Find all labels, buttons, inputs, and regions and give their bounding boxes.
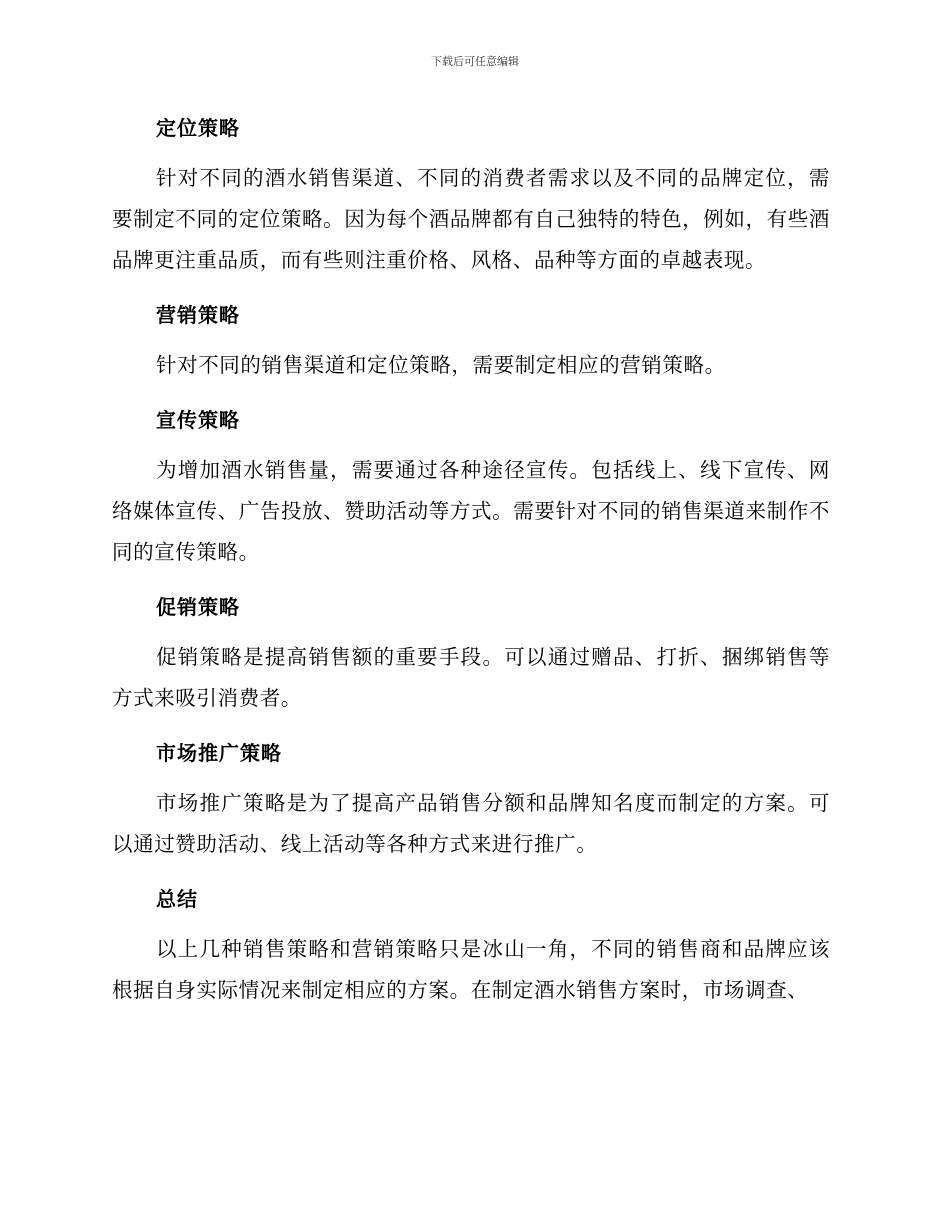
section-body-market-promotion: 市场推广策略是为了提高产品销售分额和品牌知名度而制定的方案。可以通过赞助活动、线上活动等各种方式来进行推广。 [112, 791, 830, 856]
section-body-marketing: 针对不同的销售渠道和定位策略，需要制定相应的营销策略。 [156, 353, 726, 377]
section-heading-marketing: 营销策略 [156, 303, 240, 327]
section-body-summary: 以上几种销售策略和营销策略只是冰山一角，不同的销售商和品牌应该根据自身实际情况来制定相应的方案。在制定酒水销售方案时，市场调查、 [112, 937, 830, 1002]
section-heading-summary: 总结 [156, 887, 198, 911]
section-body-promotion: 促销策略是提高销售额的重要手段。可以通过赠品、打折、捆绑销售等方式来吸引消费者。 [112, 645, 830, 710]
document-body [112, 108, 830, 1025]
section-heading-positioning: 定位策略 [156, 116, 240, 140]
section-heading-publicity: 宣传策略 [156, 408, 240, 432]
section-heading-market-promotion: 市场推广策略 [156, 741, 282, 765]
section-body-positioning: 针对不同的酒水销售渠道、不同的消费者需求以及不同的品牌定位，需要制定不同的定位策略。因为每个酒品牌都有自己独特的特色，例如，有些酒品牌更注重品质，而有些则注重价格、风格、品种等方面的卓越表现。 [112, 166, 830, 272]
section-body-publicity: 为增加酒水销售量，需要通过各种途径宣传。包括线上、线下宣传、网络媒体宣传、广告投放、赞助活动等方式。需要针对不同的销售渠道来制作不同的宣传策略。 [112, 458, 830, 564]
section-heading-promotion: 促销策略 [156, 595, 240, 619]
page-header: 下载后可任意编辑 [431, 55, 519, 68]
